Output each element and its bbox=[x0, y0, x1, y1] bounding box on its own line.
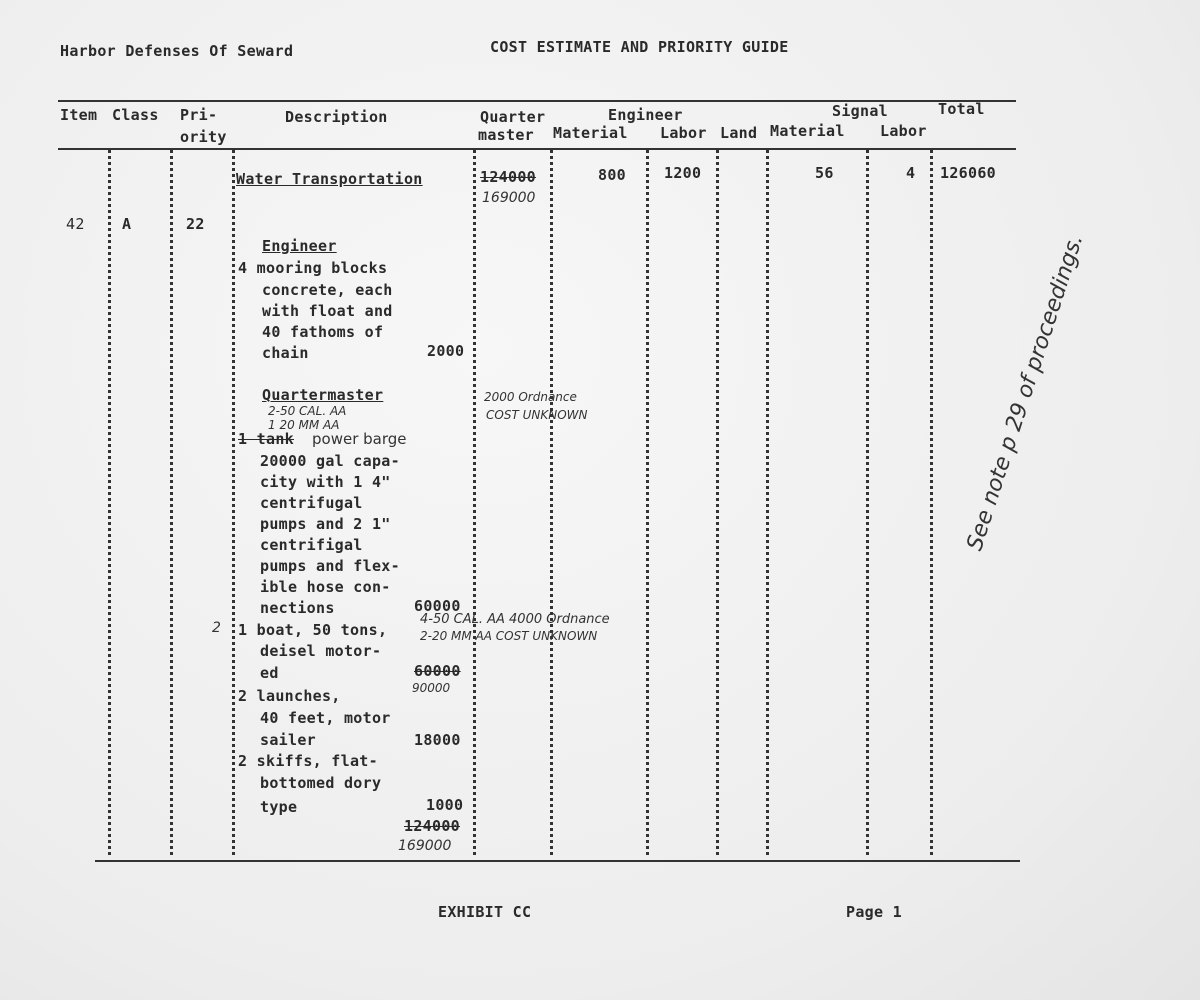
footer-exhibit: EXHIBIT CC bbox=[438, 903, 532, 921]
skiff-line: type bbox=[260, 798, 298, 816]
barge-line: ible hose con- bbox=[260, 578, 391, 596]
quartermaster-heading: Quartermaster bbox=[262, 386, 384, 404]
barge-line: city with 1 4" bbox=[260, 473, 391, 491]
barge-line: pumps and flex- bbox=[260, 557, 400, 575]
col-sep-description bbox=[473, 150, 476, 855]
subtotal-struck: 124000 bbox=[404, 817, 460, 835]
col-header-signal: Signal bbox=[832, 102, 888, 120]
summary-quartermaster: 124000 bbox=[480, 168, 536, 186]
barge-prefix: 1 tank bbox=[238, 430, 294, 448]
summary-description: Water Transportation bbox=[236, 170, 423, 188]
summary-sig-labor: 4 bbox=[906, 164, 916, 182]
col-header-eng-land: Land bbox=[720, 124, 758, 142]
engineer-line: 40 fathoms of bbox=[262, 323, 384, 341]
boat-amount: 60000 bbox=[414, 662, 461, 680]
item-priority: 22 bbox=[186, 215, 205, 233]
col-header-total: Total bbox=[938, 100, 985, 118]
quartermaster-handwritten-side-2: COST UNKNOWN bbox=[486, 408, 588, 422]
barge-handwritten: power barge bbox=[312, 430, 407, 448]
barge-amount: 60000 bbox=[414, 597, 461, 615]
col-sep-item bbox=[108, 150, 111, 855]
launch-amount: 18000 bbox=[414, 731, 461, 749]
quartermaster-handwritten-side-1: 2000 Ordnance bbox=[484, 390, 577, 404]
skiff-line: 2 skiffs, flat- bbox=[238, 752, 378, 770]
col-header-priority-2: ority bbox=[180, 128, 227, 146]
col-header-engineer: Engineer bbox=[608, 106, 683, 124]
engineer-line: with float and bbox=[262, 302, 393, 320]
launch-line: sailer bbox=[260, 731, 316, 749]
boat-line: 1 boat, 50 tons, bbox=[238, 621, 388, 639]
launch-line: 40 feet, motor bbox=[260, 709, 391, 727]
barge-line: pumps and 2 1" bbox=[260, 515, 391, 533]
col-sep-sig-material bbox=[866, 150, 869, 855]
item-class: A bbox=[122, 215, 132, 233]
summary-sig-material: 56 bbox=[815, 164, 834, 182]
summary-quartermaster-handwritten: 169000 bbox=[482, 190, 536, 206]
subtotal-handwritten: 169000 bbox=[398, 838, 452, 854]
col-sep-eng-labor bbox=[716, 150, 719, 855]
table-bottom-rule bbox=[95, 860, 1020, 862]
col-header-class: Class bbox=[112, 106, 159, 124]
col-sep-quartermaster bbox=[550, 150, 553, 855]
boat-handwritten-prefix: 2 bbox=[212, 620, 221, 636]
col-sep-class bbox=[170, 150, 173, 855]
boat-amount-handwritten: 90000 bbox=[412, 681, 451, 695]
margin-handwritten-note: See note p 29 of proceedings. bbox=[962, 231, 1089, 554]
document-title-left: Harbor Defenses Of Seward bbox=[60, 42, 294, 60]
header-bottom-rule bbox=[58, 148, 1016, 150]
engineer-line: concrete, each bbox=[262, 281, 393, 299]
barge-line: nections bbox=[260, 599, 335, 617]
col-sep-eng-material bbox=[646, 150, 649, 855]
skiff-line: bottomed dory bbox=[260, 774, 382, 792]
barge-line: centrifigal bbox=[260, 536, 363, 554]
engineer-heading: Engineer bbox=[262, 237, 337, 255]
summary-total: 126060 bbox=[940, 164, 996, 182]
barge-line: 20000 gal capa- bbox=[260, 452, 400, 470]
barge-line: centrifugal bbox=[260, 494, 363, 512]
engineer-line: chain bbox=[262, 344, 309, 362]
document-title-right: COST ESTIMATE AND PRIORITY GUIDE bbox=[490, 38, 789, 56]
boat-line: ed bbox=[260, 664, 279, 682]
col-header-quartermaster-1: Quarter bbox=[480, 108, 546, 126]
engineer-amount: 2000 bbox=[427, 342, 465, 360]
boat-line: deisel motor- bbox=[260, 642, 382, 660]
quartermaster-handwritten-note-2: 1 20 MM AA bbox=[268, 418, 340, 432]
col-header-eng-labor: Labor bbox=[660, 124, 707, 142]
boat-handwritten-note-2: 2-20 MM AA COST UNKNOWN bbox=[420, 629, 598, 643]
quartermaster-handwritten-note-1: 2-50 CAL. AA bbox=[268, 404, 347, 418]
launch-line: 2 launches, bbox=[238, 687, 341, 705]
col-header-priority-1: Pri- bbox=[180, 106, 218, 124]
summary-eng-material: 800 bbox=[598, 166, 626, 184]
engineer-line: 4 mooring blocks bbox=[238, 259, 388, 277]
item-number: 42 bbox=[66, 215, 85, 233]
col-header-quartermaster-2: master bbox=[478, 126, 534, 144]
skiff-amount: 1000 bbox=[426, 796, 464, 814]
footer-page: Page 1 bbox=[846, 903, 902, 921]
col-header-description: Description bbox=[285, 108, 388, 126]
boat-handwritten-note-1: 4-50 CAL. AA 4000 Ordnance bbox=[420, 612, 610, 627]
summary-eng-labor: 1200 bbox=[664, 164, 702, 182]
col-header-sig-material: Material bbox=[770, 122, 845, 140]
col-sep-sig-labor bbox=[930, 150, 933, 855]
col-header-item: Item bbox=[60, 106, 98, 124]
col-sep-eng-land bbox=[766, 150, 769, 855]
col-header-sig-labor: Labor bbox=[880, 122, 927, 140]
col-header-eng-material: Material bbox=[553, 124, 628, 142]
col-sep-priority bbox=[232, 150, 235, 855]
